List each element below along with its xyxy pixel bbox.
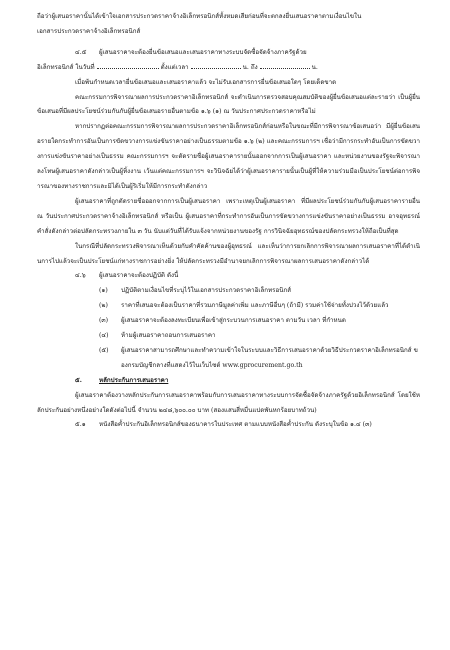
list-item [37, 329, 420, 344]
paragraph-deadline: เมื่อพ้นกำหนดเวลายื่นข้อเสนอและเสนอราคาแล้ว จะไม่รับเอกสารการยื่นข้อเสนอใดๆ โดยเด็ดขาด [75, 78, 337, 86]
end-time-blank [260, 62, 310, 69]
end-time-label: น. ถึง [242, 63, 258, 71]
clause-title: ผู้เสนอราคาจะต้องปฏิบัติ ดังนี้ [99, 272, 179, 280]
submission-date-line [37, 61, 420, 76]
section-number: ๕. [75, 376, 82, 384]
paragraph-appeal: ผู้เสนอราคาที่ถูกตัดรายชื่อออกจากการเป็นผู้เสนอราคา เพราะเหตุเป็นผู้เสนอราคา ที่มีผลประโยชน์ร่วมกันกับผู้เสนอราคารายอื่น ณ วันประกาศประกวดราคาจ้างอิเล็กทรอนิกส์ หรือเป็น ผู้เสนอราคาที่กระทำการอันเป็นการขัดขวางการแข่งขันราคาอย่างเป็นธรรม อาจอุทธรณ์คำสั่งดังกล่าวต่อปลัดกระทรวงภายใน ๓ วัน นับแต่วันที่ได้รับแจ้งจากหน่วยงานของรัฐ การวินิจฉัยอุทธรณ์ของปลัดกระทรวงให้ถือเป็นที่สุด [37, 197, 420, 235]
clause-number: ๔.๕ [75, 48, 87, 56]
section-5-heading [37, 374, 420, 389]
item-number: (๓) [99, 317, 109, 325]
date-blank [97, 62, 159, 69]
item-number: (๕) [99, 346, 109, 354]
clause-text: หนังสือค้ำประกันอิเล็กทรอนิกส์ของธนาคารในประเทศ ตามแบบหนังสือค้ำประกัน ดังระบุในข้อ ๑.๔ (๓) [99, 421, 372, 429]
date-label: อิเล็กทรอนิกส์ ในวันที่ [37, 63, 95, 71]
clause-4-6-heading [37, 269, 420, 284]
intro-line-1: ถือว่าผู้เสนอราคานั้นได้เข้าใจเอกสารประกวดราคาจ้างอิเล็กทรอนิกส์ทั้งหมดเสียก่อนที่จะตกลงยื่นเสนอราคาตามเงื่อนไขใน [37, 13, 362, 20]
list-item [37, 284, 420, 299]
clause-text: ผู้เสนอราคาจะต้องยื่นข้อเสนอและเสนอราคาทางระบบจัดซื้อจัดจ้างภาครัฐด้วย [99, 48, 307, 56]
time-unit: น. [311, 63, 318, 71]
section-title: หลักประกันการเสนอราคา [99, 376, 169, 384]
item-text: ผู้เสนอราคาสามารถศึกษาและทำความเข้าใจในระบบและวิธีการเสนอราคาด้วยวิธีประกวดราคาอิเล็กทรอนิกส์ ของกรมบัญชีกลางที่แสดงไว้ในเว็บไซต์ www.gprocurement.go.th [121, 346, 418, 369]
item-text: ราคาที่เสนอจะต้องเป็นราคาที่รวมภาษีมูลค่าเพิ่ม และภาษีอื่นๆ (ถ้ามี) รวมค่าใช้จ่ายทั้งปวงไว้ด้วยแล้ว [121, 302, 389, 310]
clause-number: ๔.๖ [75, 272, 86, 280]
list-item [37, 344, 420, 374]
clause-4-5-heading [37, 46, 420, 61]
paragraph-cancellation: ในกรณีที่ปลัดกระทรวงพิจารณาเห็นด้วยกับคำคัดค้านของผู้อุทธรณ์ และเห็นว่าการยกเลิกการพิจารณาผลการเสนอราคาที่ได้ดำเนินการไปแล้วจะเป็นประโยชน์แก่ทางราชการอย่างยิ่ง ให้ปลัดกระทรวงมีอำนาจยกเลิกการพิจารณาผลการเสนอราคาดังกล่าวได้ [37, 242, 420, 265]
list-item [37, 314, 420, 329]
list-item [37, 299, 420, 314]
intro-line-2: เอกสารประกวดราคาจ้างอิเล็กทรอนิกส์ [37, 27, 141, 35]
clause-5-1 [37, 418, 420, 433]
start-time-label: ตั้งแต่เวลา [160, 63, 189, 71]
item-number: (๔) [99, 332, 109, 340]
paragraph-collusion: หากปรากฏต่อคณะกรรมการพิจารณาผลการประกวดราคาอิเล็กทรอนิกส์ก่อนหรือในขณะที่มีการพิจารณาข้อเสนอว่า มีผู้ยื่นข้อเสนอรายใดกระทำการอันเป็นการขัดขวางการแข่งขันราคาอย่างเป็นธรรมตามข้อ ๑.๖ (๒) และคณะกรรมการฯ เชื่อว่ามีการกระทำอันเป็นการขัดขวางการแข่งขันราคาอย่างเป็นธรรม คณะกรรมการฯ จะตัดรายชื่อผู้เสนอราคารายนั้นออกจากการเป็นผู้เสนอราคา และหน่วยงานของรัฐจะพิจารณาลงโทษผู้เสนอราคาดังกล่าวเป็นผู้ทิ้งงาน เว้นแต่คณะกรรมการฯ จะวินิจฉัยได้ว่าผู้เสนอราคารายนั้นเป็นผู้ที่ให้ความร่วมมือเป็นประโยชน์ต่อการพิจารณาของทางราชการและมิได้เป็นผู้ริเริ่มให้มีการกระทำดังกล่าว [37, 123, 420, 190]
item-text: ปฏิบัติตามเงื่อนไขที่ระบุไว้ในเอกสารประกวดราคาอิเล็กทรอนิกส์ [121, 287, 292, 295]
item-number: (๑) [99, 287, 108, 295]
item-text: ผู้เสนอราคาจะต้องลงทะเบียนเพื่อเข้าสู่กระบวนการเสนอราคา ตามวัน เวลา ที่กำหนด [121, 317, 346, 325]
clause-number: ๕.๑ [75, 421, 86, 429]
paragraph-bid-security: ผู้เสนอราคาต้องวางหลักประกันการเสนอราคาพร้อมกับการเสนอราคาทางระบบการจัดซื้อจัดจ้างภาครัฐด้วยอิเล็กทรอนิกส์ โดยใช้หลักประกันอย่างหนึ่งอย่างใดดังต่อไปนี้ จำนวน ๒๔๘,๖๐๐.๐๐ บาท (สองแสนสี่หมื่นแปดพันหกร้อยบาทถ้วน) [37, 391, 420, 414]
paragraph-qualification-check: คณะกรรมการพิจารณาผลการประกวดราคาอิเล็กทรอนิกส์ จะดำเนินการตรวจสอบคุณสมบัติของผู้ยื่นข้อเสนอแต่ละรายว่า เป็นผู้ยื่นข้อเสนอที่มีผลประโยชน์ร่วมกันกับผู้ยื่นข้อเสนอรายอื่นตามข้อ ๑.๖ (๑) ณ วันประกาศประกวดราคาหรือไม่ [37, 93, 420, 116]
item-text: ห้ามผู้เสนอราคาถอนการเสนอราคา [121, 332, 216, 340]
start-time-blank [191, 62, 241, 69]
item-number: (๒) [99, 302, 108, 310]
